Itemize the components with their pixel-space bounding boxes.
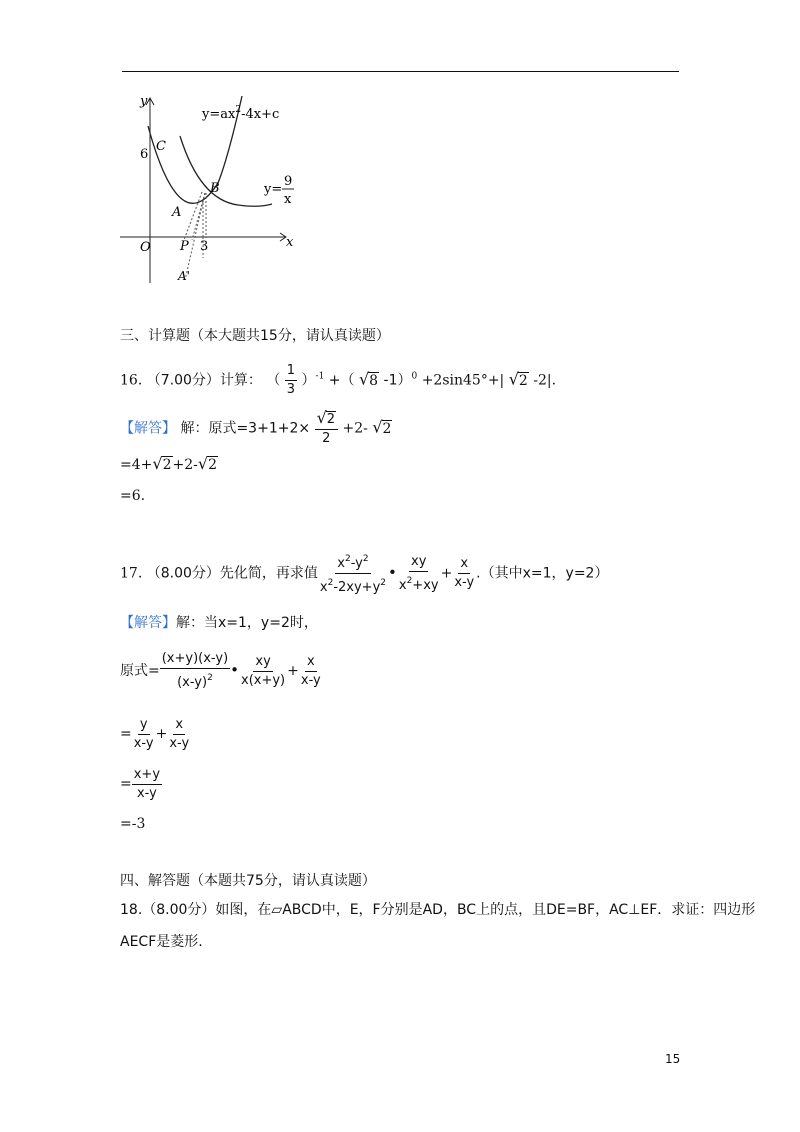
q17-number: 17. [120, 565, 143, 582]
q16-statement [120, 363, 556, 398]
q17-orig: 原式= [120, 663, 160, 679]
q16-close-paren: ） [301, 372, 316, 389]
q17-s1-den [175, 669, 215, 691]
q17-f1-den-sup2: 2 [380, 578, 386, 588]
hyperbola-label-num: 9 [284, 174, 293, 189]
sqrt-icon: √ [358, 369, 370, 389]
q17-answer-line3 [120, 712, 191, 756]
q17-f2-den-a: x [398, 577, 407, 593]
sqrt-icon: √ [152, 454, 163, 473]
point-a-label: A [172, 205, 182, 220]
q17-s2-fraction [239, 654, 287, 689]
q17-f2-num: xy [409, 554, 428, 572]
point-p-label: P [180, 239, 189, 254]
q17-l2-eq: = [120, 726, 132, 742]
q16-exp-neg1: -1 [315, 371, 325, 382]
q16-open-paren: （ [266, 372, 281, 389]
function-graph [118, 88, 308, 288]
point-aprime-label: A' [178, 269, 190, 283]
q16-line2-sqrt2: 2 [208, 457, 217, 473]
q17-s-dot: • [230, 661, 240, 679]
q17-fraction-1 [318, 551, 388, 596]
q17-answer-intro: 解：当x=1，y=2时， [176, 615, 318, 631]
section4-heading: 四、解答题（本题共75分，请认真读题） [120, 873, 376, 889]
tick-6-label: 6 [140, 147, 149, 162]
q17-s3-num: x [305, 654, 317, 672]
q16-answer-line1 [120, 410, 392, 447]
axis-x-label: x [286, 235, 294, 250]
q17-f1-num-sup1: 2 [344, 554, 351, 564]
q16-minus1: -1） [383, 372, 412, 389]
q17-f2-den-b: +xy [412, 577, 439, 593]
q16-answer-frac-sqrt: 2 [326, 412, 336, 427]
q17-f2-den-sup: 2 [406, 575, 413, 586]
q17-plus: + [440, 565, 453, 582]
sqrt-icon: √ [372, 417, 383, 437]
q17-fraction-2 [397, 554, 441, 594]
q17-dot: • [388, 563, 397, 582]
q17-l2-f2-den: x-y [169, 735, 190, 751]
sqrt-icon: √ [197, 454, 209, 473]
q16-answer-rest: +2- [342, 420, 368, 437]
q17-s3-fraction [299, 654, 323, 689]
section3-heading: 三、计算题（本大题共15分，请认真读题） [120, 328, 390, 344]
q17-statement [120, 551, 608, 596]
q17-f3-den: x-y [454, 575, 475, 590]
q17-l3-num: x+y [132, 767, 162, 785]
q17-answer-line2 [120, 648, 323, 693]
q17-answer-line1 [120, 613, 318, 633]
q18-line2: AECF是菱形. [120, 934, 203, 950]
q16-answer-fraction [315, 410, 338, 447]
parabola-label: $y=ax^2-4x+c$ [202, 105, 280, 122]
q17-f1-num-a: x [337, 556, 345, 571]
q18-line1: 18.（8.00分）如图，在▱ABCD中，E，F分别是AD，BC上的点，且DE=BF，AC⊥EF．求证：四边形 [120, 902, 756, 918]
q17-s-plus: + [287, 663, 299, 679]
q17-l2-f2 [167, 717, 191, 752]
q16-rest: +2sin45°+| [421, 372, 505, 389]
q17-l2-plus: + [155, 726, 168, 742]
q17-answer-line4 [120, 762, 162, 806]
q17-l3-eq: = [120, 776, 132, 792]
q17-f1-den-b: -2xy+y [333, 580, 381, 595]
q16-number: 16. [120, 372, 143, 389]
q17-l2-f2-num: x [173, 717, 185, 735]
q17-l2-f1 [132, 717, 156, 752]
hyperbola-label-den: x [284, 192, 292, 207]
q16-frac-num: 1 [285, 363, 297, 381]
q16-answer-line2 [120, 454, 218, 475]
q17-f2-den [397, 572, 441, 594]
hyperbola-label-prefix: y= [264, 182, 283, 197]
q17-s3-den: x-y [300, 672, 321, 688]
q17-score: （8.00分）先化简，再求值 [146, 565, 318, 582]
q17-f1-den [318, 574, 388, 596]
q16-answer-intro: 解：原式=3+1+2× [180, 420, 311, 437]
q16-line2-b: +2- [172, 457, 198, 473]
q17-f1-den-sup1: 2 [327, 578, 334, 588]
header-rule [122, 71, 679, 72]
q17-condition: .（其中x=1，y=2） [476, 565, 609, 582]
q17-l2-f1-num: y [138, 717, 150, 735]
q16-answer-tag: 【解答】 [120, 420, 176, 437]
dashed-line-extra [184, 192, 202, 240]
q17-answer-tag: 【解答】 [120, 615, 176, 631]
q16-answer-line3: =6. [120, 488, 146, 504]
sqrt-icon: √ [316, 408, 327, 427]
q16-sqrt8: 8 [369, 372, 379, 389]
tick-3-label: 3 [200, 239, 209, 254]
q16-plus-paren: +（ [328, 372, 355, 389]
q17-s1-fraction [160, 651, 230, 691]
q16-sqrt2: 2 [518, 372, 528, 389]
q17-l3-fraction [132, 767, 162, 802]
q17-l3-den: x-y [136, 785, 157, 801]
q16-line2-a: =4+ [120, 457, 153, 473]
axis-y-label: y [140, 94, 148, 109]
q17-s1-num: (x+y)(x-y) [160, 651, 230, 669]
q16-line2-sqrt: 2 [162, 457, 172, 473]
page-number: 15 [665, 1052, 681, 1066]
q16-score: （7.00分）计算： [146, 372, 262, 389]
q17-f1-num-b: -y [350, 556, 363, 571]
q17-f1-num [335, 551, 370, 574]
q16-answer-sqrt: 2 [382, 420, 392, 437]
q17-s2-num: xy [253, 654, 272, 672]
q17-s1-den-a: (x-y) [177, 675, 208, 690]
sqrt-icon: √ [508, 369, 519, 389]
q16-exp0: 0 [411, 371, 418, 382]
q17-fraction-3 [452, 556, 476, 591]
q16-tail: -2|. [533, 372, 557, 389]
q17-l2-f1-den: x-y [133, 735, 154, 751]
hyperbola-curve [180, 136, 272, 206]
q17-s1-den-sup: 2 [207, 673, 213, 683]
q17-f3-num: x [458, 556, 470, 574]
q16-fraction [285, 363, 297, 398]
q17-f1-den-a: x [319, 580, 328, 595]
point-c-label: C [156, 139, 166, 154]
origin-label: O [140, 240, 151, 255]
q17-s2-den: x(x+y) [241, 672, 286, 688]
q16-frac-den: 3 [286, 382, 296, 397]
q17-answer-final: =-3 [120, 816, 146, 832]
q16-answer-frac-den: 2 [322, 431, 331, 446]
q17-f1-num-sup2: 2 [362, 554, 369, 564]
point-b-label: B [210, 181, 220, 196]
q16-answer-frac-num [315, 410, 338, 430]
